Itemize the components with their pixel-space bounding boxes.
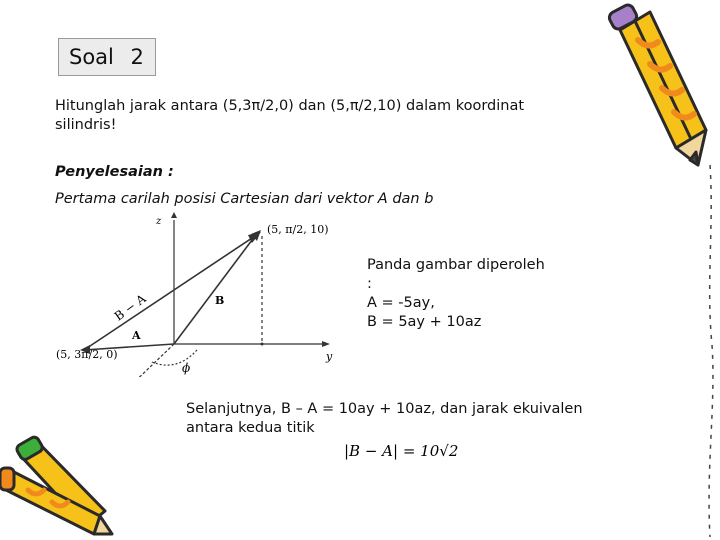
slide-title: Soal 2 <box>58 38 156 76</box>
pencil-top-right-icon <box>598 0 720 175</box>
point-top-label: (5, π/2, 10) <box>267 223 329 236</box>
x-axis <box>124 344 174 377</box>
distance-formula <box>342 436 472 466</box>
a-label: A <box>132 329 141 342</box>
result-line-2: : <box>367 276 372 292</box>
conclusion-line-1: Selanjutnya, B – A = 10ay + 10az, dan jarak ekuivalen <box>186 401 583 417</box>
conclusion-block <box>186 400 606 438</box>
phi-label: ϕ <box>182 361 191 375</box>
result-block <box>367 256 577 332</box>
result-line-1: Panda gambar diperoleh <box>367 257 545 273</box>
solution-intro: Pertama carilah posisi Cartesian dari vektor A dan b <box>55 191 434 207</box>
result-line-4: B = 5ay + 10az <box>367 314 482 330</box>
point-left-label: (5, 3π/2, 0) <box>56 348 118 361</box>
y-axis-label: y <box>326 350 333 363</box>
arrowhead-b-minus-a <box>248 232 261 243</box>
conclusion-line-2: antara kedua titik <box>186 420 315 436</box>
projection-point <box>261 343 264 346</box>
vector-diagram <box>52 212 352 377</box>
z-axis-label: z <box>156 216 162 227</box>
b-minus-a-label: B − A <box>111 291 149 324</box>
solution-heading: Penyelesaian : <box>55 164 174 180</box>
pencils-bottom-left-icon <box>0 430 115 540</box>
problem-line-1: Hitunglah jarak antara (5,3π/2,0) dan (5,π/2,10) dalam koordinat <box>55 98 525 114</box>
problem-line-2: silindris! <box>55 117 117 133</box>
formula-text: |B − A| = 10√2 <box>344 442 459 460</box>
result-line-3: A = -5ay, <box>367 295 435 311</box>
b-label: B <box>215 294 225 307</box>
side-scribble-icon <box>700 165 720 540</box>
phi-arc <box>152 350 197 365</box>
problem-statement <box>55 97 575 135</box>
vector-b <box>174 236 255 344</box>
arrowhead-y <box>322 341 330 347</box>
arrowhead-z <box>171 212 177 218</box>
vector-b-minus-a <box>84 236 255 350</box>
